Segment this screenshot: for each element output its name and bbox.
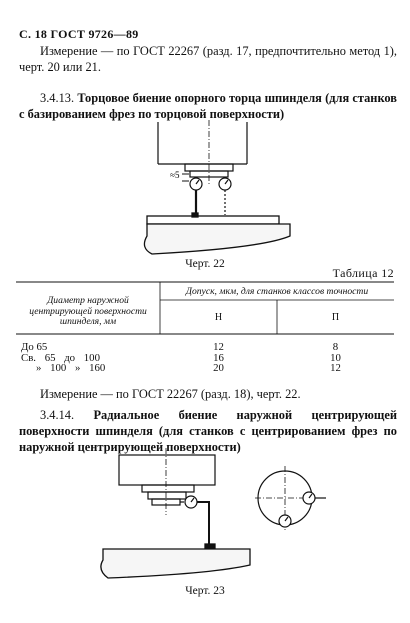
table-row-p: 10 bbox=[330, 352, 341, 364]
section-title: Радиальное биение наружной центрирующей поверхности шпинделя (для станков с центрированием фрез по наружной центрирующей поверхности) bbox=[19, 408, 397, 454]
table-col-tolerance: Допуск, мкм, для станков классов точности bbox=[185, 286, 369, 297]
dimension-arrows bbox=[182, 174, 189, 181]
section-number: 3.4.13. bbox=[40, 91, 75, 105]
machine-table bbox=[101, 544, 250, 578]
section-title: Торцовое биение опорного торца шпинделя (для станков с базированием фрез по торцовой поверхности) bbox=[19, 91, 397, 121]
table-row-p: 8 bbox=[332, 341, 339, 353]
section-number: 3.4.14. bbox=[40, 408, 75, 422]
page-header: С. 18 ГОСТ 9726—89 bbox=[19, 27, 139, 41]
table-row-range: Св. 65 до 100 bbox=[21, 352, 100, 364]
table-row-h: 16 bbox=[213, 352, 224, 364]
spindle-body bbox=[158, 120, 247, 185]
table-row-range: » 100 » 160 bbox=[36, 362, 106, 374]
spindle-body bbox=[119, 448, 215, 515]
table-row-p: 12 bbox=[330, 362, 341, 374]
section-3-4-13 bbox=[19, 90, 397, 122]
intro-paragraph: Измерение — по ГОСТ 22267 (разд. 17, предпочтительно метод 1), черт. 20 или 21. bbox=[19, 44, 397, 74]
figure-22-caption: Черт. 22 bbox=[185, 258, 225, 270]
figure-23-caption: Черт. 23 bbox=[185, 585, 225, 597]
machine-table bbox=[144, 213, 290, 254]
side-view-diagram bbox=[255, 466, 326, 532]
section-3-4-14 bbox=[19, 407, 397, 455]
table-class-p: П bbox=[331, 312, 340, 323]
table-caption: Таблица 12 bbox=[332, 266, 394, 280]
table-col-diameter: Диаметр наружной центрирующей поверхности шпинделя, мм bbox=[29, 295, 147, 327]
table-row-h: 20 bbox=[213, 362, 224, 374]
table-class-h: Н bbox=[214, 312, 223, 323]
table-row-h: 12 bbox=[213, 341, 224, 353]
measurement-paragraph: Измерение — по ГОСТ 22267 (разд. 18), черт. 22. bbox=[40, 387, 301, 401]
indicator-right-icon bbox=[219, 178, 231, 215]
table-row-range: До 65 bbox=[21, 341, 48, 353]
indicator-icon bbox=[180, 496, 209, 547]
indicator-left-icon bbox=[190, 178, 202, 215]
dimension-label: ≈5 bbox=[170, 170, 180, 180]
